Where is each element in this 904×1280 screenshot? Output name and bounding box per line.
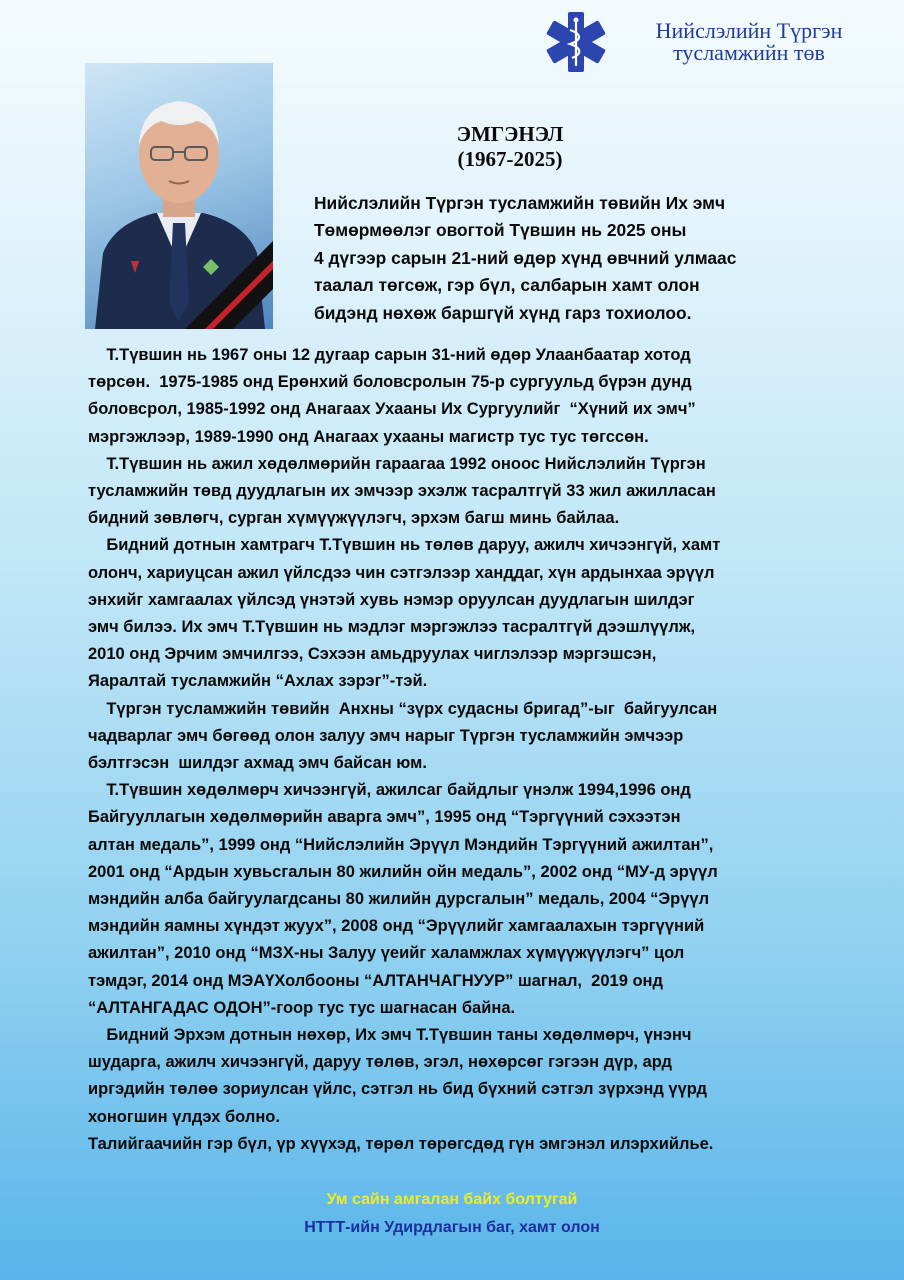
- body-line: бидний зөвлөгч, сурган хүмүүжүүлэгч, эрхэм багш минь байлаа.: [88, 509, 620, 528]
- page-title: ЭМГЭНЭЛ: [456, 122, 564, 146]
- logo-line-2: тусламжийн төв: [673, 40, 825, 65]
- signature-line: НТТТ-ийн Удирдлагын баг, хамт олон: [304, 1219, 600, 1236]
- portrait-photo: [85, 63, 273, 329]
- body-line: төрсөн. 1975-1985 онд Ерөнхий боловсролын 75-р сургуульд бүрэн дунд: [88, 373, 692, 392]
- body-line: мэргэжлээр, 1989-1990 онд Анагаах ухааны магистр тус тус төгссөн.: [88, 427, 649, 446]
- star-of-life-icon: [536, 10, 616, 74]
- body-line: энхийг хамгаалах үйлсэд үнэтэй хувь нэмэр оруулсан дуудлагын шилдэг: [88, 590, 695, 609]
- years-range: (1967-2025): [457, 147, 563, 171]
- logo-line-1: Нийслэлийн Түргэн: [655, 18, 843, 43]
- body-line: мэндийн яамны хүндэт жуух”, 2008 онд “Эрүүлийг хамгаалахын тэргүүний: [88, 917, 705, 936]
- blessing-line: Ум сайн амгалан байх болтугай: [326, 1191, 578, 1208]
- intro-line: бидэнд нөхөж баршгүй хүнд гарз тохиолоо.: [314, 302, 692, 323]
- body-line: бэлтгэсэн шилдэг ахмад эмч байсан юм.: [88, 754, 427, 773]
- body-line: хоногшин үлдэх болно.: [88, 1107, 280, 1126]
- body-line: мэндийн алба байгуулагдсаны 80 жилийн дурсгалын” медаль, 2004 “Эрүүл: [88, 890, 710, 909]
- body-line: тэмдэг, 2014 онд МЭАҮХолбооны “АЛТАНЧАГНУУР” шагнал, 2019 онд: [88, 971, 663, 990]
- body-line: алтан медаль”, 1999 онд “Нийслэлийн Эрүүл Мэндийн Тэргүүний ажилтан”,: [88, 835, 714, 854]
- body-line: Бидний дотнын хамтрагч Т.Түвшин нь төлөв даруу, ажилч хичээнгүй, хамт: [88, 536, 721, 555]
- body-line: эмч билээ. Их эмч Т.Түвшин нь мэдлэг мэргэжлээ тасралтгүй дээшлүүлж,: [88, 618, 696, 637]
- body-line: боловсрол, 1985-1992 онд Анагаах Ухааны Их Сургуулийг “Хүний их эмч”: [88, 400, 696, 419]
- intro-line: Нийслэлийн Түргэн тусламжийн төвийн Их эмч: [314, 193, 726, 213]
- body-line: шударга, ажилч хичээнгүй, даруу төлөв, эгэл, нөхөрсөг гэгээн дүр, ард: [88, 1053, 672, 1072]
- intro-line: Төмөрмөөлэг овогтой Түвшин нь 2025 оны: [314, 220, 687, 241]
- intro-line: 4 дүгээр сарын 21-ний өдөр хүнд өвчний улмаас: [314, 247, 737, 268]
- closing-footer: [0, 1186, 904, 1242]
- body-line: олонч, хариуцсан ажил үйлсдээ чин сэтгэлээр ханддаг, хүн ардынхаа эрүүл: [88, 563, 715, 582]
- body-line: иргэдийн төлөө зориулсан үйлс, сэтгэл нь бид бүхний сэтгэл зүрхэнд үүрд: [88, 1080, 707, 1099]
- body-line: Т.Түвшин нь ажил хөдөлмөрийн гараагаа 1992 оноос Нийслэлийн Түргэн: [88, 454, 706, 473]
- memorial-title: [360, 122, 660, 172]
- body-line: Байгууллагын хөдөлмөрийн аварга эмч”, 1995 онд “Тэргүүний сэхээтэн: [88, 808, 681, 827]
- body-line: чадварлаг эмч бөгөөд олон залуу эмч нарыг Түргэн тусламжийн эмчээр: [88, 726, 684, 745]
- body-line: Яаралтай тусламжийн “Ахлах зэрэг”-тэй.: [88, 672, 428, 691]
- body-line: Талийгаачийн гэр бүл, үр хүүхэд, төрөл төрөгсдөд гүн эмгэнэл илэрхийлье.: [88, 1134, 714, 1153]
- body-line: Түргэн тусламжийн төвийн Анхны “зүрх судасны бригад”-ыг байгуулсан: [88, 699, 718, 718]
- body-line: 2001 онд “Ардын хувьсгалын 80 жилийн ойн медаль”, 2002 онд “МУ-д эрүүл: [88, 862, 718, 881]
- body-line: 2010 онд Эрчим эмчилгээ, Сэхээн амьдруулах чиглэлээр мэргэшсэн,: [88, 645, 657, 664]
- organization-logo: [536, 10, 876, 74]
- intro-line: таалал төгсөж, гэр бүл, салбарын хамт олон: [314, 275, 700, 296]
- body-line: Т.Түвшин нь 1967 оны 12 дугаар сарын 31-ний өдөр Улаанбаатар хотод: [88, 346, 691, 364]
- body-line: тусламжийн төвд дуудлагын их эмчээр эхэлж тасралтгүй 33 жил ажилласан: [88, 482, 716, 501]
- biography-text: [88, 342, 888, 1158]
- body-line: Т.Түвшин хөдөлмөрч хичээнгүй, ажилсаг байдлыг үнэлж 1994,1996 онд: [88, 781, 691, 800]
- body-line: Бидний Эрхэм дотнын нөхөр, Их эмч Т.Түвшин таны хөдөлмөрч, үнэнч: [88, 1026, 692, 1045]
- body-line: ажилтан”, 2010 онд “МЗХ-ны Залуу үеийг халамжлах хүмүүжүүлэгч” цол: [88, 944, 685, 963]
- intro-paragraph: [314, 190, 874, 327]
- body-line: “АЛТАНГАДАС ОДОН”-гоор тус тус шагнасан байна.: [88, 998, 516, 1017]
